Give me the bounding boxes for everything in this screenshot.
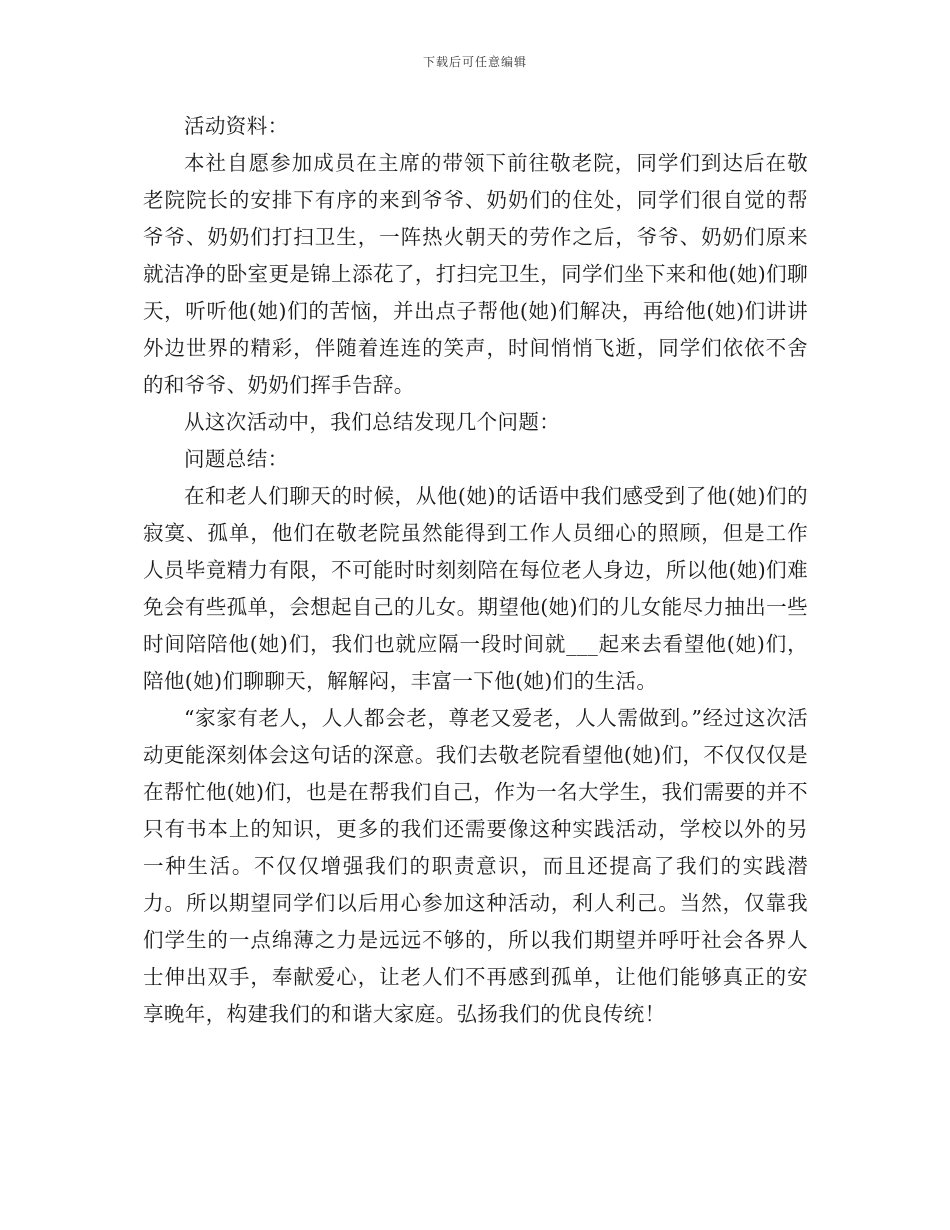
problem-summary-paragraph: 在和老人们聊天的时候，从他(她)的话语中我们感受到了他(她)们的寂寞、孤单，他们在敬老院虽然能得到工作人员细心的照顾，但是工作人员毕竟精力有限，不可能时时刻刻陪在每位老人身边，所以他(她)们难免会有些孤单，会想起自己的儿女。期望他(她)们的儿女能尽力抽出一些时间陪陪他(她)们，我们也就应隔一段时间就___起来去看望他(她)们，陪他(她)们聊聊天，解解闷，丰富一下他(她)们的生活。 [143,484,808,693]
problem-summary-heading: 问题总结： [184,447,289,471]
activity-description-paragraph: 本社自愿参加成员在主席的带领下前往敬老院，同学们到达后在敬老院院长的安排下有序的来到爷爷、奶奶们的住处，同学们很自觉的帮爷爷、奶奶们打扫卫生，一阵热火朝天的劳作之后，爷爷、奶奶们原来就洁净的卧室更是锦上添花了，打扫完卫生，同学们坐下来和他(她)们聊天，听听他(她)们的苦恼，并出点子帮他(她)们解决，再给他(她)们讲讲外边世界的精彩，伴随着连连的笑声，时间悄悄飞逝，同学们依依不舍的和爷爷、奶奶们挥手告辞。 [143,151,808,397]
problems-intro-line: 从这次活动中，我们总结发现几个问题： [184,410,561,434]
reflection-paragraph: “家家有老人，人人都会老，尊老又爱老，人人需做到。”经过这次活动更能深刻体会这句话的深意。我们去敬老院看望他(她)们，不仅仅仅是在帮忙他(她)们，也是在帮我们自己，作为一名大学生，我们需要的并不只有书本上的知识，更多的我们还需要像这种实践活动，学校以外的另一种生活。不仅仅增强我们的职责意识，而且还提高了我们的实践潜力。所以期望同学们以后用心参加这种活动，利人利己。当然，仅靠我们学生的一点绵薄之力是远远不够的，所以我们期望并呼吁社会各界人士伸出双手，奉献爱心，让老人们不再感到孤单，让他们能够真正的安享晚年，构建我们的和谐大家庭。弘扬我们的优良传统！ [143,706,808,1026]
page-header: 下载后可任意编辑 [422,55,527,69]
activity-content-heading: 活动资料： [184,114,289,138]
document-body [143,108,808,1033]
